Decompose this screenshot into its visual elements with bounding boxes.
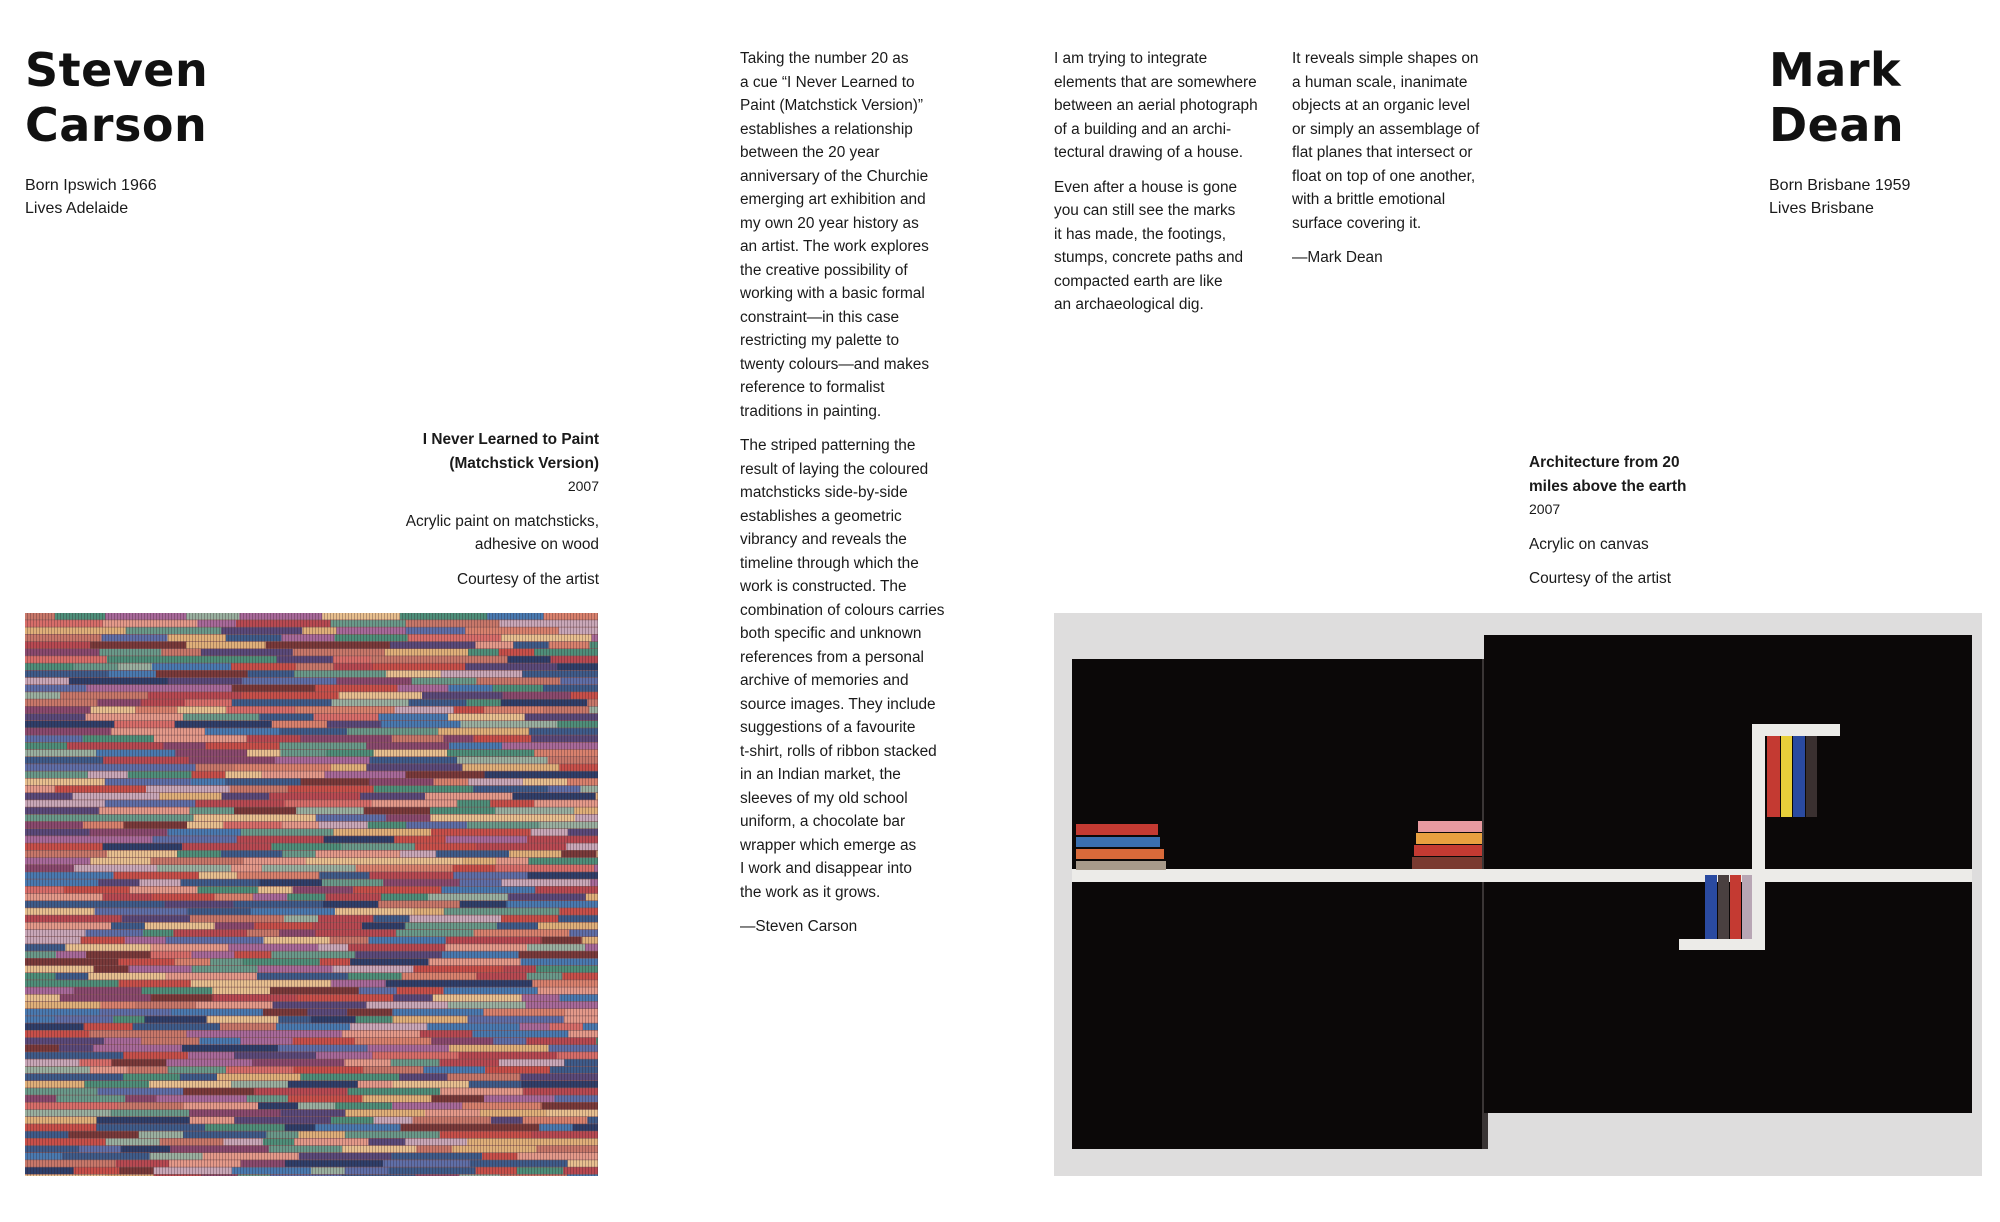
top-bar-blue bbox=[1793, 736, 1805, 817]
statement-line: source images. They include bbox=[740, 695, 936, 713]
left-stack-orange bbox=[1076, 849, 1164, 859]
top-bar-yellow bbox=[1781, 736, 1792, 817]
left-artwork-caption bbox=[406, 428, 599, 591]
statement-line: the work as it grows. bbox=[740, 883, 881, 901]
statement-line: Taking the number 20 as bbox=[740, 50, 909, 67]
middle-stack-yellow bbox=[1416, 833, 1482, 844]
statement-line: Paint (Matchstick Version)” bbox=[740, 97, 924, 114]
matchstick-painting bbox=[25, 613, 598, 1176]
right-statement-paragraph-2 bbox=[1054, 176, 1258, 317]
middle-stack-pink bbox=[1418, 821, 1482, 832]
left-canvas-panel bbox=[1072, 659, 1482, 1149]
left-artwork-year: 2007 bbox=[567, 478, 599, 494]
left-stack-blue bbox=[1076, 837, 1160, 847]
left-artwork-medium-line-2: adhesive on wood bbox=[474, 536, 599, 553]
right-statement-signature: —Mark Dean bbox=[1292, 249, 1383, 266]
left-artwork-title-line-2: (Matchstick Version) bbox=[449, 454, 599, 472]
bottom-bar-lilac bbox=[1742, 875, 1752, 939]
top-bar-red bbox=[1767, 736, 1780, 817]
matchstick-texture-overlay bbox=[25, 613, 598, 1176]
statement-line: establishes a geometric bbox=[740, 507, 902, 525]
statement-line: archive of memories and bbox=[740, 672, 909, 689]
statement-line: It reveals simple shapes on bbox=[1292, 50, 1479, 67]
statement-line: traditions in painting. bbox=[740, 402, 882, 420]
right-artist-statement-col-2 bbox=[1292, 47, 1479, 281]
middle-stack-brown bbox=[1412, 857, 1482, 869]
statement-line: of a building and an archi- bbox=[1054, 120, 1232, 138]
statement-line: constraint—in this case bbox=[740, 308, 900, 326]
left-statement-paragraph-2 bbox=[740, 434, 944, 904]
statement-line: stumps, concrete paths and bbox=[1054, 249, 1244, 266]
left-statement-signature: —Steven Carson bbox=[740, 918, 858, 935]
statement-line: reference to formalist bbox=[740, 379, 885, 396]
statement-line: or simply an assemblage of bbox=[1292, 120, 1480, 138]
bottom-bar-red bbox=[1730, 875, 1741, 939]
right-artwork-title-line-2: miles above the earth bbox=[1529, 477, 1687, 495]
statement-line: between an aerial photograph bbox=[1054, 97, 1258, 114]
statement-line: work is constructed. The bbox=[740, 578, 907, 595]
statement-line: sleeves of my old school bbox=[740, 789, 908, 807]
statement-line: between the 20 year bbox=[740, 144, 880, 161]
statement-line: suggestions of a favourite bbox=[740, 719, 916, 736]
left-artist-lives: Lives Adelaide bbox=[25, 200, 129, 217]
statement-line: a human scale, inanimate bbox=[1292, 73, 1468, 91]
statement-line: float on top of one another, bbox=[1292, 167, 1476, 185]
right-artwork-medium: Acrylic on canvas bbox=[1529, 535, 1649, 553]
statement-line: flat planes that intersect or bbox=[1292, 144, 1473, 161]
left-artwork-title-line-1: I Never Learned to Paint bbox=[422, 431, 599, 448]
right-artwork-title-line-1: Architecture from 20 bbox=[1529, 454, 1680, 471]
statement-line: restricting my palette to bbox=[740, 332, 900, 349]
statement-line: anniversary of the Churchie bbox=[740, 167, 929, 185]
statement-line: working with a basic formal bbox=[740, 285, 925, 302]
left-artwork-medium-line-1: Acrylic paint on matchsticks, bbox=[405, 512, 599, 530]
statement-line: an artist. The work explores bbox=[740, 238, 929, 255]
left-artist-bio bbox=[25, 174, 157, 220]
bottom-bar-dark bbox=[1718, 875, 1729, 939]
statement-line: vibrancy and reveals the bbox=[740, 531, 907, 548]
statement-line: wrapper which emerge as bbox=[740, 836, 917, 854]
right-artist-statement-col-1 bbox=[1054, 47, 1258, 328]
statement-line: references from a personal bbox=[740, 648, 924, 666]
statement-line: you can still see the marks bbox=[1054, 202, 1236, 219]
left-artist-name bbox=[25, 43, 208, 153]
statement-line: it has made, the footings, bbox=[1054, 225, 1226, 243]
bottom-white-arm bbox=[1679, 939, 1765, 950]
statement-line: The striped patterning the bbox=[740, 437, 916, 454]
right-artwork-credit: Courtesy of the artist bbox=[1529, 570, 1671, 587]
left-artist-last-name: Carson bbox=[25, 98, 208, 152]
bottom-bar-blue bbox=[1705, 875, 1717, 939]
statement-line: I work and disappear into bbox=[740, 860, 912, 877]
statement-line: Even after a house is gone bbox=[1054, 178, 1238, 196]
statement-line: my own 20 year history as bbox=[740, 214, 919, 232]
statement-line: matchsticks side-by-side bbox=[740, 484, 908, 501]
horizontal-white-line bbox=[1072, 869, 1972, 882]
statement-line: in an Indian market, the bbox=[740, 766, 901, 783]
left-artwork-credit: Courtesy of the artist bbox=[457, 570, 599, 588]
right-artist-born: Born Brisbane 1959 bbox=[1769, 177, 1911, 194]
left-statement-paragraph-1 bbox=[740, 47, 944, 423]
right-artist-first-name: Mark bbox=[1769, 43, 1902, 97]
right-artwork-caption bbox=[1529, 451, 1686, 591]
right-statement-paragraph-1 bbox=[1054, 47, 1258, 165]
right-statement-paragraph-3 bbox=[1292, 47, 1479, 235]
right-artist-name bbox=[1769, 43, 1904, 153]
right-artist-bio bbox=[1769, 174, 1910, 220]
statement-line: twenty colours—and makes bbox=[740, 355, 930, 373]
statement-line: emerging art exhibition and bbox=[740, 191, 926, 208]
architecture-painting bbox=[1054, 613, 1982, 1176]
left-artist-born: Born Ipswich 1966 bbox=[25, 177, 157, 194]
statement-line: elements that are somewhere bbox=[1054, 73, 1257, 91]
left-stack-grey bbox=[1076, 861, 1166, 870]
left-stack-red bbox=[1076, 824, 1158, 835]
statement-line: the creative possibility of bbox=[740, 261, 908, 279]
architecture-painting-image bbox=[1054, 613, 1982, 1176]
top-white-arm bbox=[1752, 724, 1840, 736]
middle-stack-red bbox=[1414, 845, 1482, 856]
matchstick-painting-image bbox=[25, 613, 598, 1176]
right-artist-last-name: Dean bbox=[1769, 98, 1905, 152]
left-artist-statement bbox=[740, 47, 944, 950]
statement-line: tectural drawing of a house. bbox=[1054, 144, 1244, 161]
statement-line: result of laying the coloured bbox=[740, 460, 929, 478]
statement-line: combination of colours carries bbox=[740, 601, 945, 619]
statement-line: uniform, a chocolate bar bbox=[740, 813, 906, 830]
statement-line: objects at an organic level bbox=[1292, 97, 1470, 114]
statement-line: t-shirt, rolls of ribbon stacked bbox=[740, 742, 937, 760]
right-artist-lives: Lives Brisbane bbox=[1769, 200, 1874, 217]
vertical-white-line bbox=[1752, 724, 1765, 944]
statement-line: I am trying to integrate bbox=[1054, 50, 1208, 67]
statement-line: surface covering it. bbox=[1292, 214, 1422, 232]
statement-line: with a brittle emotional bbox=[1292, 191, 1446, 208]
left-artist-first-name: Steven bbox=[25, 43, 209, 97]
top-bar-dark bbox=[1806, 736, 1817, 817]
right-artwork-year: 2007 bbox=[1529, 501, 1561, 517]
statement-line: both specific and unknown bbox=[740, 625, 922, 642]
statement-line: establishes a relationship bbox=[740, 120, 913, 138]
statement-line: an archaeological dig. bbox=[1054, 296, 1204, 313]
statement-line: a cue “I Never Learned to bbox=[740, 73, 915, 91]
statement-line: compacted earth are like bbox=[1054, 272, 1223, 290]
statement-line: timeline through which the bbox=[740, 554, 919, 572]
